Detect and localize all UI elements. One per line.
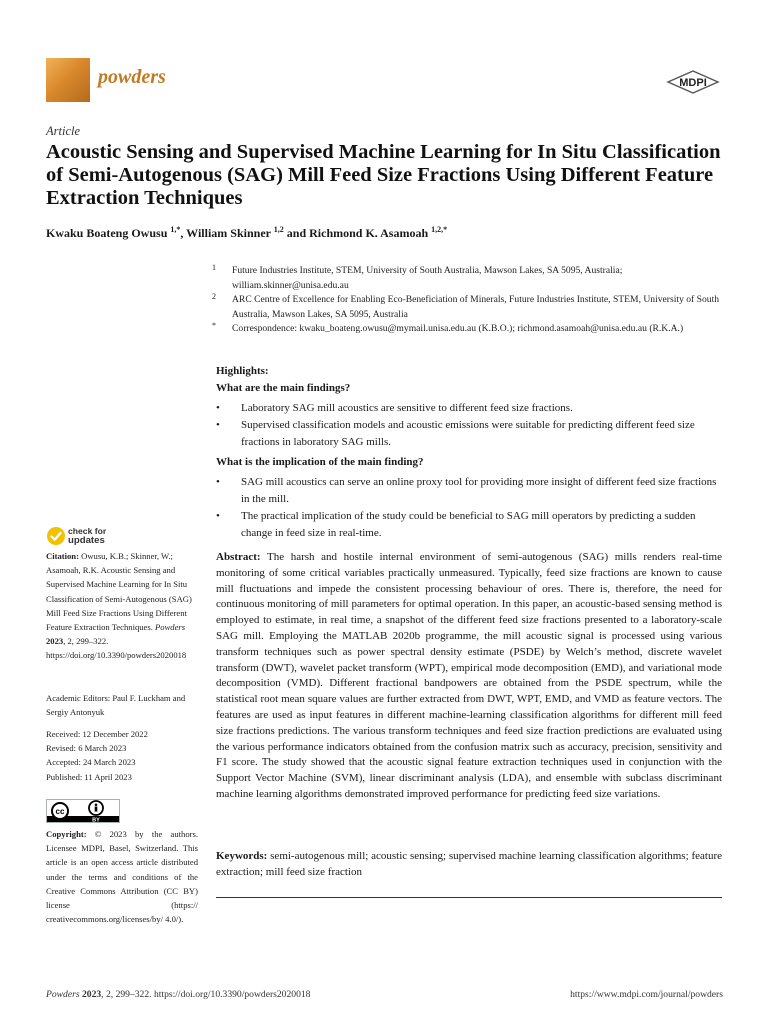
- journal-logo-icon: [46, 58, 90, 102]
- affiliation-mark: *: [212, 321, 216, 330]
- bullet-icon: •: [216, 510, 220, 522]
- affiliation-item: [212, 322, 722, 337]
- affiliation-mark: 2: [212, 292, 216, 301]
- highlight-bullet-item: [216, 508, 722, 542]
- date-line: Accepted: 24 March 2023: [46, 757, 136, 768]
- citation-block: [46, 549, 198, 663]
- academic-editors: Academic Editors: Paul F. Luckham and Sergiy Antonyuk: [46, 693, 186, 718]
- mdpi-logo: [665, 70, 721, 94]
- bullet-icon: •: [216, 419, 220, 431]
- abstract: [216, 550, 722, 803]
- citation-label: Citation:: [46, 551, 79, 561]
- check-for-updates-label[interactable]: check for updates: [68, 526, 107, 546]
- highlight-bullet-item: [216, 400, 722, 417]
- highlight-bullet-item: [216, 417, 722, 451]
- date-line: Published: 11 April 2023: [46, 771, 132, 782]
- article-type: Article: [46, 124, 81, 138]
- copyright-text: © 2023 by the authors. Licensee MDPI, Basel, Switzerland. This article is an open access article distributed under the terms and conditions of the Creative Commons Attribution (CC BY) license (https:// creativecommons.org/licenses/by/ 4.0/).: [46, 829, 198, 925]
- footer-citation: Powders 2023, 2, 299–322. https://doi.org/10.3390/powders2020018: [46, 989, 311, 1000]
- abstract-text: The harsh and hostile internal environment of semi-autogenous (SAG) mills renders real-time monitoring of some critical variables practically unmeasured. Typically, feed size fractions are known to cause mill fluctuations and impede the consistent processing behaviour of ores. There is, therefore, the need for continuous monitoring of mill parameters for optimal operation. In this paper, an acoustic-based sensing method is employed to estimate, in real time, a snapshot of the different feed size fractions presented to a laboratory-scale SAG mill. Employing the MATLAB 2020b programme, the mill acoustic signal is processed using various transform techniques such as power spectral density estimate (PSDE) by Welch’s method, discrete wavelet transform (DWT), wavelet packet transform (WPT), empirical mode decomposition (EMD), and variational mode decomposition (VMD). Different fractional bandpowers are obtained from the PSDE spectrum, while the statistical root mean square values are further extracted from DWT, WPT, EMD, and VMD as feature vectors. The features are used as input features in different machine-learning classification algorithms for different mill feed size fractions predictions. The various transform techniques and feed size fraction predictions are evaluated using the various performance indicators obtained from the confusion matrix such as accuracy, precision, sensitivity and F1 score. The study showed that the acoustic signal feature extraction techniques used in conjunction with the Support Vector Machine (SVM), linear discriminant analysis (LDA), and ensemble with subclass discriminant machine learning algorithms demonstrated improved performance for predicting feed size variations.: [216, 551, 722, 800]
- svg-text:cc: cc: [55, 807, 65, 816]
- author-name: Kwaku Boateng Owusu: [46, 226, 171, 240]
- bullet-icon: •: [216, 402, 220, 414]
- highlights-question-1: What are the main findings?: [216, 382, 351, 394]
- highlight-text: Supervised classification models and acoustic emissions were suitable for predicting different feed size fractions in laboratory SAG mills.: [241, 419, 695, 448]
- author-name: William Skinner: [186, 226, 274, 240]
- abstract-label: Abstract:: [216, 551, 261, 563]
- author-separator: ,: [180, 226, 187, 240]
- keywords: [216, 849, 722, 881]
- affiliation-mark: 1: [212, 263, 216, 272]
- journal-name: powders: [98, 66, 166, 88]
- bullet-icon: •: [216, 476, 220, 488]
- highlights-heading: Highlights:: [216, 365, 269, 377]
- author-affiliation-mark: 1,*: [170, 225, 181, 234]
- highlight-bullet-item: [216, 474, 722, 508]
- affiliations: [212, 264, 722, 337]
- date-line: Received: 12 December 2022: [46, 729, 148, 739]
- affiliation-text: Correspondence: kwaku_boateng.owusu@mymail.unisa.edu.au (K.B.O.); richmond.asamoah@unisa.edu.au (R.K.A.): [232, 323, 684, 334]
- keywords-text: semi-autogenous mill; acoustic sensing; supervised machine learning classification algorithms; feature extraction; mill feed size fraction: [216, 850, 722, 878]
- highlights-question-2: What is the implication of the main finding?: [216, 456, 424, 468]
- affiliation-text: ARC Centre of Excellence for Enabling Eco-Beneficiation of Minerals, Future Industries Institute, STEM, University of South Australia, Mawson Lakes, SA 5095, Australia: [232, 294, 720, 320]
- highlight-text: SAG mill acoustics can serve an online proxy tool for providing more insight of different feed size fractions in the mill.: [241, 476, 717, 505]
- highlight-text: The practical implication of the study could be beneficial to SAG mill operators by predicting a sudden change in feed size in real-time.: [241, 510, 696, 539]
- author-affiliation-mark: 1,2,*: [431, 225, 448, 234]
- footer-journal-link[interactable]: https://www.mdpi.com/journal/powders: [570, 989, 723, 1000]
- affiliation-item: [212, 264, 722, 293]
- affiliation-text: Future Industries Institute, STEM, University of South Australia, Mawson Lakes, SA 5095, Australia; william.skinner@unisa.edu.au: [232, 265, 623, 291]
- citation-journal: Powders: [155, 622, 186, 633]
- svg-text:MDPI: MDPI: [679, 77, 707, 89]
- affiliation-item: [212, 293, 722, 322]
- highlight-text: Laboratory SAG mill acoustics are sensitive to different feed size fractions.: [241, 402, 573, 414]
- check-for-updates-icon[interactable]: [46, 526, 66, 546]
- date-line: Revised: 6 March 2023: [46, 743, 127, 754]
- author-list: [46, 225, 447, 241]
- copyright-block: [46, 827, 198, 926]
- citation-text: Owusu, K.B.; Skinner, W.; Asamoah, R.K. Acoustic Sensing and Supervised Machine Learning for In Situ Classification of Semi-Autogenous (SAG) Mill Feed Size Fractions Using Different Feature Extraction Techniques.: [46, 551, 192, 633]
- author-affiliation-mark: 1,2: [273, 225, 284, 234]
- highlights-section: [216, 363, 722, 542]
- section-divider: [216, 897, 722, 898]
- citation-year: 2023: [46, 636, 64, 647]
- copyright-label: Copyright:: [46, 829, 87, 839]
- author-separator: and: [283, 226, 310, 240]
- cc-by-license-icon[interactable]: [46, 799, 120, 823]
- article-title: Acoustic Sensing and Supervised Machine Learning for In Situ Classification of Semi-Autogenous (SAG) Mill Feed Size Fractions Using Different Feature Extraction Techniques: [46, 141, 721, 209]
- author-name: Richmond K. Asamoah: [309, 226, 432, 240]
- citation-rest: , 2, 299–322. https://doi.org/10.3390/powders2020018: [46, 636, 187, 661]
- keywords-label: Keywords:: [216, 850, 268, 862]
- publication-dates: [46, 727, 198, 784]
- svg-text:BY: BY: [92, 817, 100, 823]
